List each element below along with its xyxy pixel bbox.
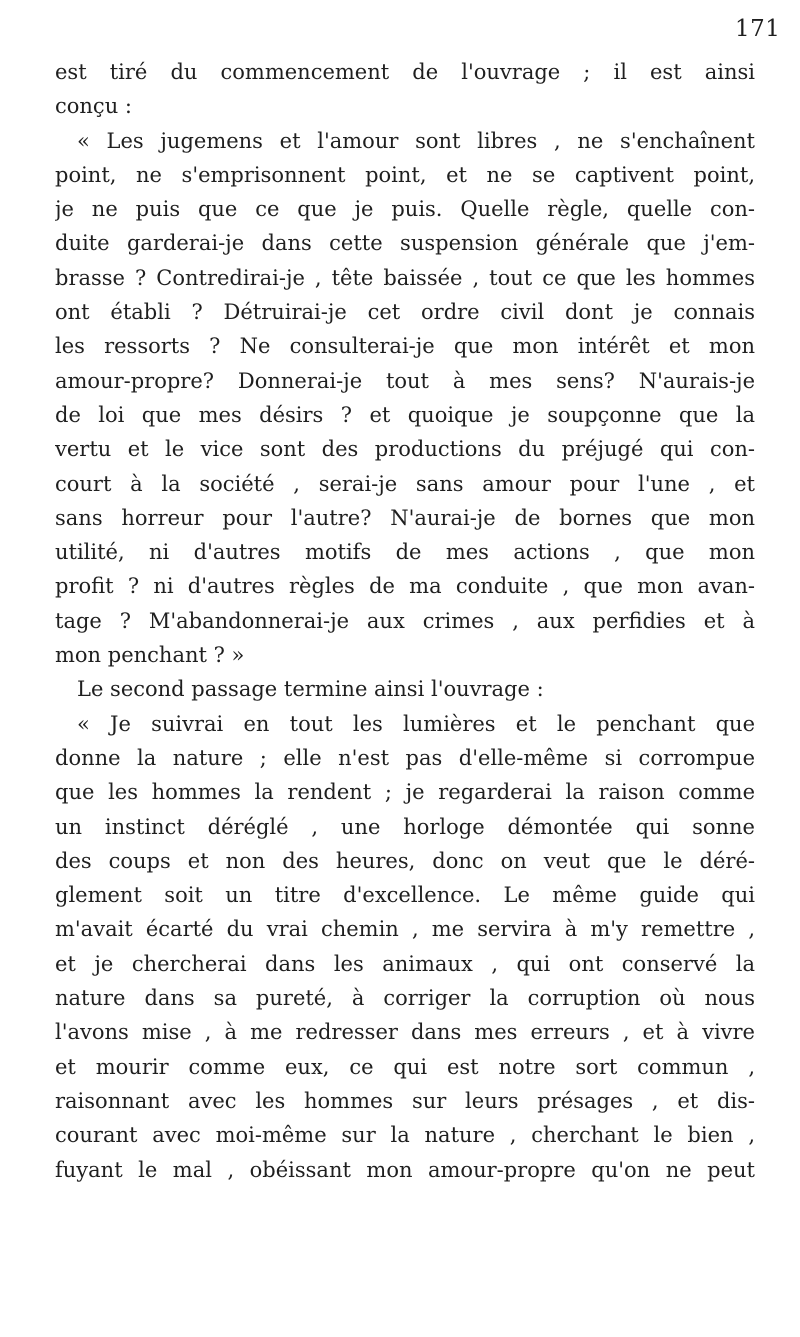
text-line: duite garderai-je dans cette suspension générale que j'em- [55, 231, 755, 256]
text-line: et je chercherai dans les animaux , qui ont conservé la [55, 951, 755, 976]
text-line: fuyant le mal , obéissant mon amour-propre qu'on ne peut [55, 1157, 755, 1182]
page-number: 171 [735, 16, 781, 42]
text-line: tage ? M'abandonnerai-je aux crimes , aux perfidies et à [55, 608, 755, 633]
text-line: les ressorts ? Ne consulterai-je que mon intérêt et mon [55, 334, 755, 359]
text-line: des coups et non des heures, donc on veut que le déré- [55, 848, 755, 873]
text-line: Le second passage termine ainsi l'ouvrage : [77, 677, 544, 702]
text-line: profit ? ni d'autres règles de ma conduite , que mon avan- [55, 574, 755, 599]
text-line: point, ne s'emprisonnent point, et ne se captivent point, [55, 162, 755, 187]
text-line: un instinct déréglé , une horloge démontée qui sonne [55, 814, 755, 839]
text-line: « Les jugemens et l'amour sont libres , ne s'enchaînent [77, 128, 755, 153]
text-line: mon penchant ? » [55, 643, 245, 668]
text-line: sans horreur pour l'autre? N'aurai-je de bornes que mon [55, 505, 755, 530]
text-line: brasse ? Contredirai-je , tête baissée , tout ce que les hommes [55, 265, 755, 290]
text-line: amour-propre? Donnerai-je tout à mes sens? N'aurais-je [55, 368, 755, 393]
text-line: conçu : [55, 94, 132, 119]
text-line: donne la nature ; elle n'est pas d'elle-même si corrompue [55, 745, 755, 770]
text-line: de loi que mes désirs ? et quoique je soupçonne que la [55, 402, 755, 427]
text-line: utilité, ni d'autres motifs de mes actions , que mon [55, 540, 755, 565]
text-line: ont établi ? Détruirai-je cet ordre civil dont je connais [55, 300, 755, 325]
text-line: court à la société , serai-je sans amour pour l'une , et [55, 471, 755, 496]
text-line: vertu et le vice sont des productions du préjugé qui con- [55, 437, 755, 462]
text-line: m'avait écarté du vrai chemin , me servira à m'y remettre , [55, 917, 755, 942]
text-line: « Je suivrai en tout les lumières et le penchant que [77, 711, 755, 736]
text-line: glement soit un titre d'excellence. Le même guide qui [55, 883, 755, 908]
text-line: est tiré du commencement de l'ouvrage ; il est ainsi [55, 60, 755, 84]
text-line: et mourir comme eux, ce qui est notre sort commun , [55, 1054, 755, 1079]
text-line: courant avec moi-même sur la nature , cherchant le bien , [55, 1123, 755, 1148]
text-line: raisonnant avec les hommes sur leurs présages , et dis- [55, 1088, 755, 1113]
text-line: je ne puis que ce que je puis. Quelle règle, quelle con- [55, 197, 755, 222]
text-line: l'avons mise , à me redresser dans mes erreurs , et à vivre [55, 1020, 755, 1045]
body-text [55, 55, 755, 1187]
text-line: que les hommes la rendent ; je regarderai la raison comme [55, 780, 755, 805]
text-line: nature dans sa pureté, à corriger la corruption où nous [55, 986, 755, 1011]
